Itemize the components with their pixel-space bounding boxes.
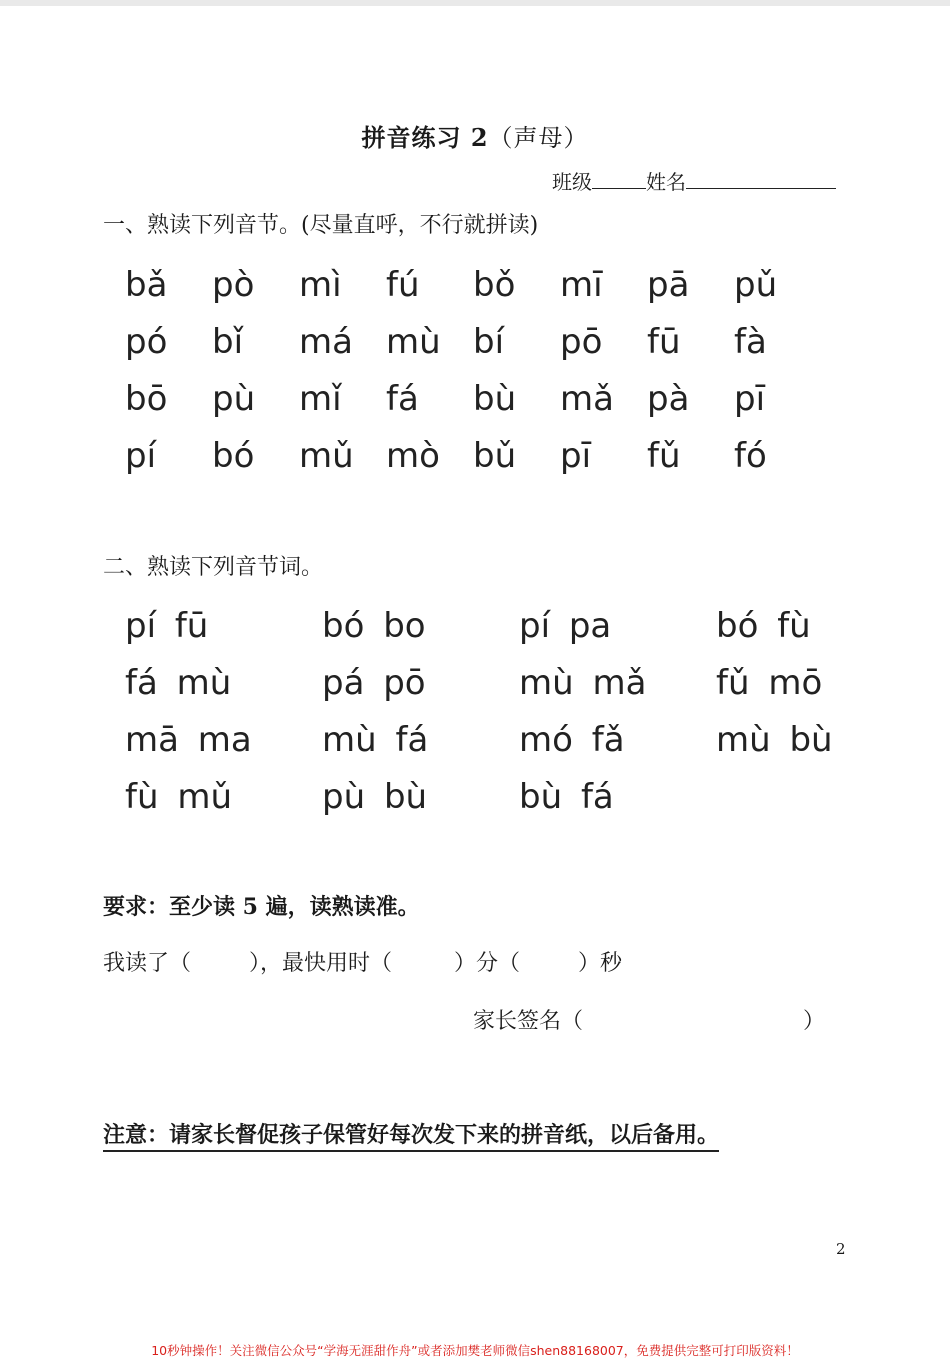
fastest-time-label: ），最快用时（ [249, 951, 393, 976]
syllable: fó [734, 435, 767, 476]
word-row [125, 597, 913, 654]
syllable: bō [125, 378, 168, 419]
minutes-label: ）分（ [454, 951, 521, 976]
class-blank [592, 168, 646, 189]
page-title [0, 118, 950, 153]
pinyin-word: bù fá [519, 776, 614, 817]
syllable: fá [386, 378, 419, 419]
pinyin-word: mó fǎ [519, 719, 625, 760]
syllable: pǔ [734, 264, 778, 305]
syllable: pó [125, 321, 168, 362]
pinyin-word: mù bù [716, 719, 833, 760]
name-blank [686, 168, 836, 189]
pinyin-word: pù bù [322, 776, 428, 817]
section2-heading: 二、熟读下列音节词。 [103, 555, 324, 580]
read-count-label: 我读了（ [103, 951, 192, 976]
word-row [125, 711, 913, 768]
syllable: pī [734, 378, 766, 419]
title-sub: （声母） [488, 124, 589, 152]
syllable-grid [125, 256, 821, 484]
syllable: bǎ [125, 264, 168, 305]
pinyin-word: mù fá [322, 719, 429, 760]
name-label: 姓名 [646, 170, 686, 194]
pinyin-word: fǔ mō [716, 662, 823, 703]
syllable: pō [560, 321, 603, 362]
pinyin-word: mù mǎ [519, 662, 647, 703]
pinyin-word: bó bo [322, 605, 426, 646]
syllable: pā [647, 264, 690, 305]
syllable: pà [647, 378, 690, 419]
parent-sign-label: 家长签名（ [473, 1009, 584, 1034]
syllable-row [125, 256, 821, 313]
pinyin-word: pí fū [125, 605, 209, 646]
section1-heading: 一、熟读下列音节。(尽量直呼，不行就拼读) [103, 213, 539, 238]
syllable: bǔ [473, 435, 517, 476]
syllable: mǐ [299, 378, 342, 419]
class-label: 班级 [552, 170, 592, 194]
syllable: pò [212, 264, 255, 305]
pinyin-word: fá mù [125, 662, 232, 703]
seconds-label: ）秒 [578, 951, 623, 976]
syllable: mù [386, 321, 441, 362]
pinyin-word: pí pa [519, 605, 612, 646]
pinyin-word: pá pō [322, 662, 426, 703]
syllable: mǔ [299, 435, 354, 476]
syllable: bù [473, 378, 517, 419]
pinyin-word: bó fù [716, 605, 811, 646]
reading-record-line [103, 946, 622, 977]
syllable: bó [212, 435, 255, 476]
page-number: 2 [836, 1240, 846, 1258]
parent-sign-close: ） [803, 1009, 826, 1034]
syllable-row [125, 370, 821, 427]
syllable: pí [125, 435, 157, 476]
pinyin-word: mā ma [125, 719, 252, 760]
word-grid [125, 597, 913, 825]
syllable: mò [386, 435, 440, 476]
title-main: 拼音练习 2 [361, 123, 489, 152]
footer-banner: 10秒钟操作！关注微信公众号“学海无涯甜作舟”或者添加樊老师微信shen88168007，免费提供完整可打印版资料！ [151, 1343, 799, 1358]
syllable: fú [386, 264, 420, 305]
word-row [125, 654, 913, 711]
syllable-row [125, 313, 821, 370]
pinyin-word: fù mǔ [125, 776, 232, 817]
syllable: pī [560, 435, 592, 476]
syllable: pù [212, 378, 256, 419]
syllable-row [125, 427, 821, 484]
page-top-bar [0, 0, 950, 6]
class-name-line [552, 166, 836, 195]
syllable: fū [647, 321, 681, 362]
word-row [125, 768, 913, 825]
syllable: mì [299, 264, 342, 305]
syllable: fǔ [647, 435, 681, 476]
syllable: bí [473, 321, 505, 362]
syllable: mī [560, 264, 603, 305]
syllable: mǎ [560, 378, 614, 419]
syllable: bǐ [212, 321, 244, 362]
parent-signature-line [473, 1004, 825, 1035]
syllable: bǒ [473, 264, 516, 305]
syllable: má [299, 321, 353, 362]
syllable: fà [734, 321, 767, 362]
note-text: 注意：请家长督促孩子保管好每次发下来的拼音纸，以后备用。 [103, 1118, 719, 1152]
requirement-text: 要求：至少读 5 遍，读熟读准。 [103, 894, 420, 920]
